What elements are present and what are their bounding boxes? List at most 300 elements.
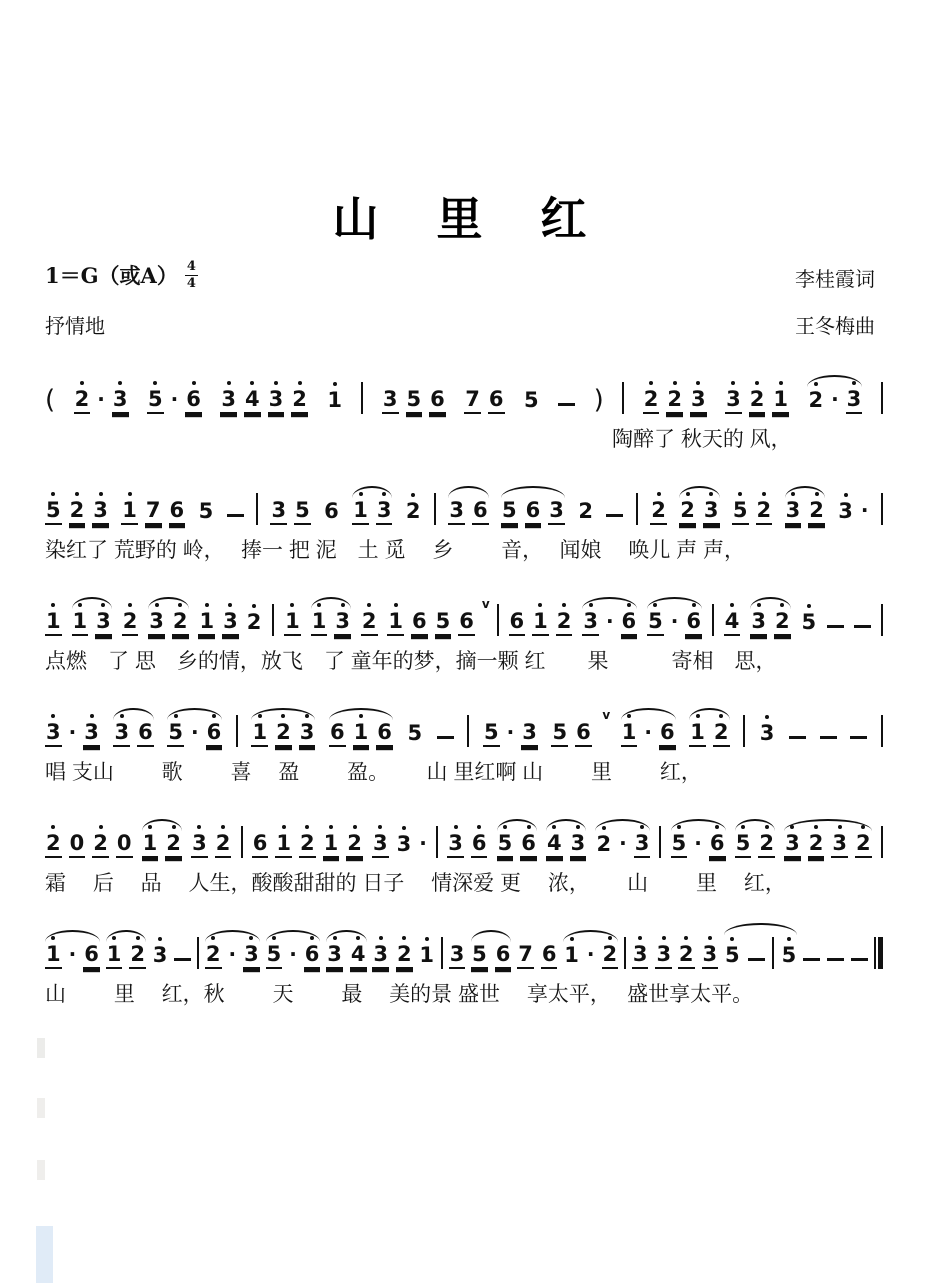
parenthesis: ) <box>593 385 604 415</box>
note-group <box>45 387 55 414</box>
note: 5 <box>524 388 539 412</box>
note: 1 <box>772 389 789 414</box>
duration-dash <box>820 736 837 739</box>
note: 3 <box>582 611 599 636</box>
octave-dot <box>454 825 458 829</box>
octave-dot <box>155 603 159 607</box>
octave-dot <box>290 603 294 607</box>
octave-dot <box>136 936 140 940</box>
octave-dot <box>765 825 769 829</box>
augmentation-dot: · <box>289 942 297 966</box>
barline <box>467 715 469 747</box>
barline <box>636 493 638 525</box>
octave-dot <box>80 381 84 385</box>
note: 3 <box>846 389 863 414</box>
slur-group <box>497 833 537 858</box>
note: 1 <box>621 722 638 747</box>
note: 2 <box>396 944 413 969</box>
note: 2 <box>275 722 292 747</box>
note: 3 <box>690 389 707 414</box>
note-group <box>326 390 343 414</box>
note: 1 <box>311 611 328 636</box>
note: 6 <box>471 833 488 858</box>
note: 2 <box>165 833 182 858</box>
scan-artifact <box>37 1160 45 1180</box>
octave-dot <box>158 937 162 941</box>
augmentation-dot: · <box>860 498 869 522</box>
octave-dot <box>359 492 363 496</box>
slur-group <box>785 500 825 525</box>
note: 1 <box>387 611 404 636</box>
note: 6 <box>458 611 475 636</box>
note: 3 <box>447 833 464 858</box>
note: 2 <box>679 500 696 525</box>
octave-dot <box>608 936 612 940</box>
note: 2 <box>713 722 730 747</box>
note-group <box>372 833 427 858</box>
octave-dot <box>148 825 152 829</box>
note: 6 <box>659 722 676 747</box>
note: 1 <box>45 611 62 636</box>
slur-group <box>352 500 392 525</box>
augmentation-dot: · <box>586 942 595 966</box>
note: 5 <box>671 833 688 858</box>
note: 1 <box>45 944 62 969</box>
octave-dot <box>99 492 103 496</box>
system-3 <box>45 578 883 675</box>
octave-dot <box>282 825 286 829</box>
octave-dot <box>838 825 842 829</box>
slur-group <box>679 500 719 525</box>
octave-dot <box>172 825 176 829</box>
note: 4 <box>546 833 563 858</box>
note: 6 <box>685 611 702 636</box>
barline <box>434 493 436 525</box>
augmentation-dot: · <box>694 831 702 855</box>
octave-dot <box>719 714 723 718</box>
slur-arc <box>448 486 488 498</box>
slur-group <box>142 833 182 858</box>
octave-dot <box>762 492 766 496</box>
note: 3 <box>570 833 587 858</box>
systems <box>45 356 883 1022</box>
slur-group <box>750 611 790 636</box>
note: 3 <box>326 944 343 969</box>
note: 3 <box>784 833 801 858</box>
octave-dot <box>844 493 848 497</box>
octave-dot <box>221 825 225 829</box>
octave-dot <box>252 604 256 608</box>
octave-dot <box>258 714 262 718</box>
note: 1 <box>323 833 340 858</box>
note: 6 <box>324 499 339 523</box>
augmentation-dot: · <box>419 831 427 855</box>
key-signature-text: 1＝G（或A） <box>45 263 178 289</box>
note: 2 <box>205 944 222 969</box>
augmentation-dot: · <box>68 720 77 744</box>
system-4 <box>45 689 883 786</box>
note: 4 <box>244 389 261 414</box>
barline <box>197 937 199 969</box>
octave-dot <box>708 936 712 940</box>
octave-dot <box>281 714 285 718</box>
note: 3 <box>376 500 393 525</box>
note: 2 <box>45 833 62 858</box>
note-group <box>577 501 594 525</box>
octave-dot <box>815 492 819 496</box>
octave-dot <box>780 603 784 607</box>
slur-group <box>311 611 351 636</box>
octave-dot <box>128 492 132 496</box>
octave-dot <box>333 936 337 940</box>
octave-dot <box>78 603 82 607</box>
octave-dot <box>638 936 642 940</box>
duration-dash <box>827 958 844 961</box>
note: 3 <box>222 611 239 636</box>
octave-dot <box>411 493 415 497</box>
note: 2 <box>291 389 308 414</box>
note-group <box>464 389 504 414</box>
note-group <box>632 944 672 969</box>
slur-group <box>563 944 618 969</box>
octave-dot <box>779 381 783 385</box>
octave-dot <box>589 603 593 607</box>
note: 2 <box>650 500 667 525</box>
note: 3 <box>750 611 767 636</box>
barline <box>881 715 883 747</box>
note: 6 <box>411 611 428 636</box>
augmentation-dot: · <box>619 831 627 855</box>
note: 2 <box>643 389 660 414</box>
slur-group <box>329 722 393 747</box>
slur-group <box>448 500 488 525</box>
system-6 <box>45 911 883 1008</box>
octave-dot <box>112 936 116 940</box>
note: 5 <box>167 722 184 747</box>
note: 3 <box>448 500 465 525</box>
note: 2 <box>855 833 872 858</box>
note: 3 <box>831 833 848 858</box>
duration-dash <box>227 514 244 517</box>
note: 1 <box>352 500 369 525</box>
note: 2 <box>172 611 189 636</box>
octave-dot <box>709 492 713 496</box>
parenthesis: ( <box>45 385 56 415</box>
note-group <box>284 611 301 636</box>
note: 6 <box>472 500 489 525</box>
note: 0 <box>69 833 86 858</box>
note-group <box>434 493 436 525</box>
barline <box>236 715 238 747</box>
barline <box>881 604 883 636</box>
note-group <box>881 382 883 414</box>
octave-dot <box>305 825 309 829</box>
octave-dot <box>730 603 734 607</box>
barline <box>241 826 243 858</box>
note: 3 <box>83 722 100 747</box>
note-group <box>881 715 883 747</box>
lyrics-line: 唱 支山 歌 喜 盈 盈。 山 里红啊 山 里 红， <box>45 761 702 784</box>
octave-dot <box>814 382 818 386</box>
lyricist-credit: 李桂霞词 <box>795 269 875 291</box>
octave-dot <box>305 714 309 718</box>
lyrics-line: 染红了 荒野的 岭， 捧一 把 泥 土 觅 乡 音， 闻娘 唤儿 声 声， <box>45 539 746 562</box>
note: 3 <box>655 944 672 969</box>
octave-dot <box>51 492 55 496</box>
note: 2 <box>756 500 773 525</box>
duration-dash <box>748 958 765 961</box>
note-group <box>198 501 215 525</box>
note: 7 <box>145 500 162 525</box>
octave-dot <box>730 937 734 941</box>
time-signature-denominator: 4 <box>186 275 196 291</box>
octave-dot <box>205 603 209 607</box>
notation-line <box>45 689 883 747</box>
note-group <box>602 708 611 747</box>
octave-dot <box>640 825 644 829</box>
note: 2 <box>595 834 612 858</box>
octave-dot <box>790 825 794 829</box>
octave-dot <box>51 825 55 829</box>
octave-dot <box>757 603 761 607</box>
notation-line <box>45 911 883 969</box>
octave-dot <box>128 603 132 607</box>
note-group <box>467 715 469 747</box>
note: 3 <box>521 722 538 747</box>
note-group <box>361 611 378 636</box>
duration-dash <box>558 403 575 406</box>
note: 5 <box>801 612 818 636</box>
octave-dot <box>503 825 507 829</box>
note-group <box>272 604 274 636</box>
note-group <box>372 944 412 969</box>
note: 6 <box>329 722 346 747</box>
note: 6 <box>509 611 526 636</box>
note-group <box>624 937 626 969</box>
note: 6 <box>304 944 321 969</box>
barline <box>624 937 626 969</box>
breath-mark: v <box>602 708 611 722</box>
barline <box>272 604 274 636</box>
note: 5 <box>406 389 423 414</box>
octave-dot <box>538 603 542 607</box>
note: 3 <box>148 611 165 636</box>
note-group <box>551 722 591 747</box>
note-group <box>803 958 868 969</box>
note-group <box>594 387 604 414</box>
note-group <box>636 493 638 525</box>
octave-dot <box>274 381 278 385</box>
slur-group <box>148 611 188 636</box>
breath-mark: v <box>481 597 490 611</box>
system-2 <box>45 467 883 564</box>
octave-dot <box>99 825 103 829</box>
note: 2 <box>361 611 378 636</box>
note-group <box>122 611 139 636</box>
slur-group <box>266 944 321 969</box>
note-group <box>241 826 243 858</box>
slur-group <box>784 833 872 858</box>
note-group <box>820 736 837 747</box>
scan-artifact <box>37 1038 45 1058</box>
note: 5 <box>435 611 452 636</box>
note: 6 <box>137 722 154 747</box>
note-group <box>436 826 438 858</box>
note: 3 <box>396 834 413 858</box>
note-group <box>481 597 490 636</box>
final-barline <box>874 937 883 969</box>
slur-group <box>205 944 260 969</box>
note-group <box>437 736 454 747</box>
note: 6 <box>185 389 202 414</box>
note-group <box>509 611 573 636</box>
composer-credit: 王冬梅曲 <box>795 316 875 338</box>
note: 2 <box>749 389 766 414</box>
note-group <box>854 625 871 636</box>
note: 4 <box>350 944 367 969</box>
octave-dot <box>791 492 795 496</box>
octave-dot <box>562 603 566 607</box>
note-group <box>152 945 169 969</box>
barline <box>622 382 624 414</box>
barline <box>436 826 438 858</box>
note-group <box>147 389 202 414</box>
octave-dot <box>329 825 333 829</box>
note-group <box>45 611 62 636</box>
note: 3 <box>702 944 719 969</box>
note: 5 <box>198 499 214 523</box>
octave-dot <box>731 381 735 385</box>
octave-dot <box>402 826 406 830</box>
note: 5 <box>266 944 283 969</box>
note-group <box>789 736 806 747</box>
scan-artifact <box>36 1226 53 1283</box>
note-group <box>606 514 623 525</box>
octave-dot <box>197 825 201 829</box>
slur-group <box>671 833 726 858</box>
note-group <box>801 612 818 636</box>
duration-dash <box>803 958 820 961</box>
octave-dot <box>298 381 302 385</box>
slur-arc <box>471 930 511 942</box>
octave-dot <box>527 825 531 829</box>
slur-group <box>689 722 729 747</box>
note: 3 <box>837 501 854 525</box>
note: 1 <box>353 722 370 747</box>
octave-dot <box>715 825 719 829</box>
note: 5 <box>45 500 62 525</box>
note: 2 <box>129 944 146 969</box>
octave-dot <box>627 714 631 718</box>
note: 2 <box>807 390 824 414</box>
augmentation-dot: · <box>605 609 614 633</box>
octave-dot <box>153 381 157 385</box>
octave-dot <box>662 936 666 940</box>
slur-group <box>807 389 862 414</box>
note-group <box>174 958 191 969</box>
octave-dot <box>51 936 55 940</box>
note-group <box>191 833 231 858</box>
octave-dot <box>228 603 232 607</box>
slur-group <box>326 944 366 969</box>
octave-dot <box>741 825 745 829</box>
note: 5 <box>735 833 752 858</box>
note: 1 <box>275 833 292 858</box>
note: 3 <box>759 723 776 747</box>
octave-dot <box>333 382 337 386</box>
duration-dash <box>437 736 454 739</box>
note: 3 <box>299 722 316 747</box>
notation-line <box>45 800 883 858</box>
note-group <box>45 722 100 747</box>
note: 2 <box>405 501 422 525</box>
note: 5 <box>724 945 741 969</box>
augmentation-dot: · <box>506 720 515 744</box>
slur-group <box>106 944 146 969</box>
note: 2 <box>578 499 593 523</box>
note: 3 <box>191 833 208 858</box>
note: 3 <box>703 500 720 525</box>
note: 3 <box>382 389 399 414</box>
note: 2 <box>215 833 232 858</box>
note: 1 <box>284 611 301 636</box>
note-group <box>449 944 466 969</box>
octave-dot <box>425 937 429 941</box>
octave-dot <box>576 825 580 829</box>
note: 3 <box>243 944 260 969</box>
note-group <box>837 500 868 525</box>
note: 6 <box>575 722 592 747</box>
note-group <box>323 501 340 525</box>
note: 1 <box>142 833 159 858</box>
octave-dot <box>477 825 481 829</box>
note-group <box>517 944 557 969</box>
octave-dot <box>51 603 55 607</box>
augmentation-dot: · <box>670 609 679 633</box>
note: 2 <box>808 500 825 525</box>
note-group <box>759 723 776 747</box>
note: 1 <box>72 611 89 636</box>
octave-dot <box>765 715 769 719</box>
note: 3 <box>632 944 649 969</box>
note: 2 <box>74 389 91 414</box>
note: 0 <box>116 833 133 858</box>
note: 3 <box>92 500 109 525</box>
note-group <box>622 382 624 414</box>
note: 2 <box>602 944 619 969</box>
barline <box>361 382 363 414</box>
note: 3 <box>220 389 237 414</box>
octave-dot <box>174 714 178 718</box>
barline <box>441 937 443 969</box>
octave-dot <box>359 714 363 718</box>
note: 6 <box>525 500 542 525</box>
note: 1 <box>326 390 343 414</box>
lyrics-line: 霜 后 品 人生，酸酸甜甜的 日子 情深爱 更 浓， 山 里 红， <box>45 872 786 895</box>
octave-dot <box>653 603 657 607</box>
octave-dot <box>696 714 700 718</box>
octave-dot <box>90 714 94 718</box>
octave-dot <box>787 937 791 941</box>
octave-dot <box>677 825 681 829</box>
note: 6 <box>541 944 558 969</box>
note: 2 <box>808 833 825 858</box>
key-signature <box>45 260 198 290</box>
note: 2 <box>666 389 683 414</box>
octave-dot <box>673 381 677 385</box>
octave-dot <box>227 381 231 385</box>
barline <box>881 493 883 525</box>
